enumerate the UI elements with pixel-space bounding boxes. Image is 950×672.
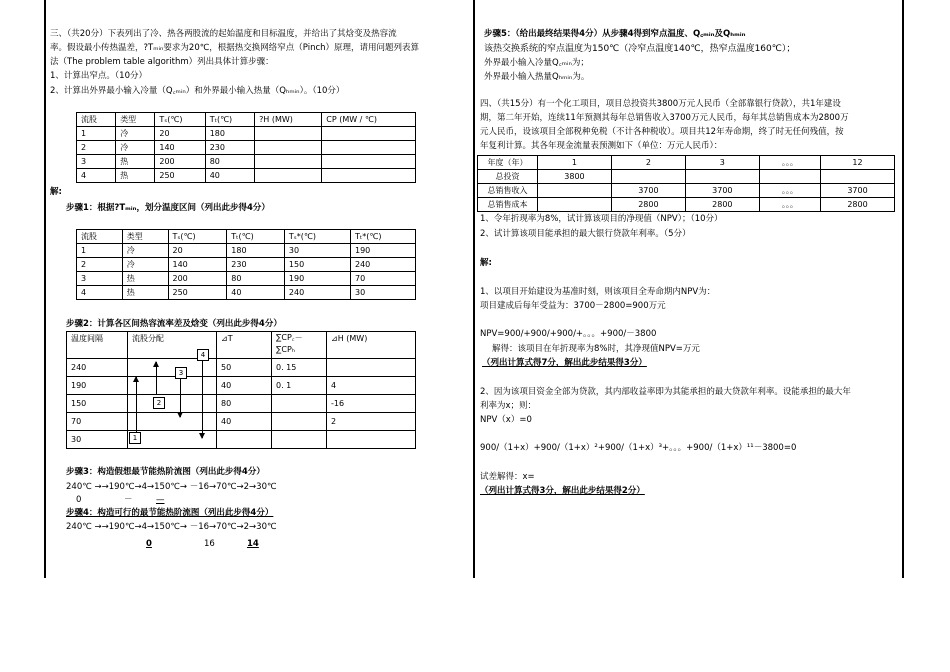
t3-r2-flow [128,395,217,413]
t2-r0c0: 1 [77,244,123,258]
t2-r2c2: 200 [168,272,227,286]
t2-r0c3: 180 [227,244,285,258]
t1-r0c4 [255,127,322,141]
a2-line-3: NPV（x）=0 [480,415,532,425]
q3-line-4: 1、计算出窄点。（10分） [50,71,147,81]
q3-line-1: 三、（共20分）下表列出了冷、热各两股流的起始温度和目标温度，并给出了其焓变及热容流 [50,29,397,39]
step1-heading: 步骤1：根据?Tₘᵢₙ，划分温度区间（列出此步得4分） [66,203,270,213]
t1-r3c4 [255,169,322,183]
t3-r1c1: 40 [217,377,272,395]
t1-r2c4 [255,155,322,169]
t2-r2c3: 80 [227,272,285,286]
t2-r2c5: 70 [350,272,415,286]
interval-table [66,331,416,449]
t4-h1: 1 [538,156,612,170]
t2-r3c5: 30 [350,286,415,300]
flow2-v0: 0 [146,539,152,549]
stream-label-3: 3 [175,367,187,379]
t3-h4a: ∑CP꜀－ [276,333,303,342]
t1-r2c0: 3 [77,155,116,169]
t3-r4c1 [217,431,272,449]
q3-line-3: 法（The problem table algorithm）列出具体计算步骤： [50,57,274,67]
t1-r3c1: 热 [116,169,155,183]
t2-r1c4: 150 [284,258,350,272]
flow-line-1: 240℃ →→190℃→4→150℃→ －16→70℃→2→30℃ [66,482,277,492]
t3-r1c3: 4 [327,377,416,395]
flow1-v2: — [156,495,165,505]
t1-h3: Tₜ(℃) [205,113,254,127]
stream-label-1: 1 [129,432,141,444]
t2-r3c1: 热 [122,286,168,300]
q4-line-1: 四、（共15分）有一个化工项目，项目总投资共3800万元人民币（全部靠银行贷款），共1年建设 [480,99,841,109]
t1-r2c2: 200 [155,155,205,169]
t3-r2c1: 80 [217,395,272,413]
t1-r2c3: 80 [205,155,254,169]
t3-r2c0: 150 [67,395,128,413]
t3-r4c2 [272,431,327,449]
a2-line-1: 2、因为该项目资金全部为贷款，其内部收益率即为其能承担的最大贷款年利率。设能承担的最大年 [480,387,851,397]
cashflow-table [477,155,895,212]
t4-r1c1 [538,184,612,198]
t4-r0c4 [759,170,820,184]
a1-line-1: 1、以项目开始建设为基准时刻，则该项目全寿命期内NPV为： [480,287,716,297]
stream-1-arrow [136,377,137,436]
stream-label-2: 2 [153,397,165,409]
step5-heading: 步骤5：（给出最终结果得4分）从步骤4得到窄点温度、Q꜀ₘᵢₙ及Qₕₘᵢₙ [484,29,746,39]
step4-heading: 步骤4：构造可行的最节能热阶流图（列出此步得4分） [66,508,274,518]
t2-r3c2: 250 [168,286,227,300]
t3-r2c3: -16 [327,395,416,413]
t1-r0c1: 冷 [116,127,155,141]
a1-line-2: 项目建成后每年受益为：3700－2800=900万元 [480,301,666,311]
solution-label-2: 解: [480,258,492,268]
t1-r1c4 [255,141,322,155]
t3-r3c0: 70 [67,413,128,431]
t2-r2c1: 热 [122,272,168,286]
t4-r2c3: 2800 [685,198,759,212]
step3-heading [66,466,265,478]
solution-label: 解: [50,187,62,197]
q4a-line-1: 1、令年折现率为8%，试计算该项目的净现值（NPV）；（10分） [480,214,723,224]
t4-r2c5: 2800 [821,198,895,212]
t4-r2c1 [538,198,612,212]
t1-r1c3: 230 [205,141,254,155]
flow1-v1: － [124,495,133,505]
t4-r0c1: 3800 [538,170,612,184]
t2-r1c1: 冷 [122,258,168,272]
flow2-v2: 14 [247,539,259,549]
q4-line-4: 年复利计算。其各年现金流量表预测如下（单位：万元人民币）： [480,141,723,151]
t1-r0c0: 1 [77,127,116,141]
stream-3-arrow [180,377,181,417]
t3-r4c3 [327,431,416,449]
t1-r0c3: 180 [205,127,254,141]
a2-line-6: （列出计算式得3分，解出此步结果得2分） [480,486,645,496]
t3-r3-flow [128,413,217,431]
t3-r0-flow [128,359,217,377]
t1-r3c3: 40 [205,169,254,183]
t2-h4: Tₛ*(℃) [284,230,350,244]
t1-r1c1: 冷 [116,141,155,155]
t2-h3: Tₜ(℃) [227,230,285,244]
t3-r2c2 [272,395,327,413]
flow1-v0: 0 [76,495,82,505]
t2-r0c5: 190 [350,244,415,258]
stream-label-4: 4 [197,349,209,361]
q4a-line-2: 2、试计算该项目能承担的最大银行贷款年利率。（5分） [480,229,691,239]
t3-r0c3 [327,359,416,377]
t3-h2: 流股分配 [128,332,217,359]
t3-h3: ⊿T [217,332,272,359]
t2-r3c3: 40 [227,286,285,300]
t4-r0c5 [821,170,895,184]
t2-r3c0: 4 [77,286,123,300]
step5-line-2: 外界最小输入冷量Q꜀ₘᵢₙ为； [484,58,589,68]
t1-r3c2: 250 [155,169,205,183]
t4-r0c0: 总投资 [478,170,538,184]
t2-r0c2: 20 [168,244,227,258]
t1-r3c5 [322,169,416,183]
flow-line-2: 240℃ →→190℃→4→150℃→ －16→70℃→2→30℃ [66,522,277,532]
t1-r2c5 [322,155,416,169]
t3-r0c2: 0. 15 [272,359,327,377]
t4-r1c4: 。。。 [759,184,820,198]
q4-line-3: 元人民币，设该项目全部税种免税（不计各种税收）。项目共12年寿命期，终了时无任何残值，按 [480,127,844,137]
a1-line-5: （列出计算式得7分，解出此步结果得3分） [482,358,647,368]
t1-r0c5 [322,127,416,141]
a1-line-4: 解得：该项目在年折现率为8%时，其净现值NPV=万元 [492,344,700,354]
t2-r2c0: 3 [77,272,123,286]
stream-2-arrow [156,362,157,395]
t4-r1c5: 3700 [821,184,895,198]
t1-h4: ?H (MW) [255,113,322,127]
a2-line-2: 利率为x；则： [480,401,537,411]
t3-h1: 温度间隔 [67,332,128,359]
t3-r3c1: 40 [217,413,272,431]
t4-r0c2 [611,170,685,184]
t2-r1c2: 140 [168,258,227,272]
t4-r2c2: 2800 [611,198,685,212]
t2-r0c4: 30 [284,244,350,258]
t1-r1c0: 2 [77,141,116,155]
t2-r1c3: 230 [227,258,285,272]
t2-h2: Tₛ(℃) [168,230,227,244]
t4-r1c2: 3700 [611,184,685,198]
t3-r1-flow [128,377,217,395]
left-margin-rule [44,0,46,578]
right-margin-rule [902,0,904,578]
t3-r1c0: 190 [67,377,128,395]
t4-r2c0: 总销售成本 [478,198,538,212]
center-divider-rule [473,0,475,578]
shifted-temp-table [76,229,416,300]
t2-r1c0: 2 [77,258,123,272]
t3-h5: ⊿H (MW) [327,332,416,359]
t4-r1c3: 3700 [685,184,759,198]
step2-heading: 步骤2：计算各区间热容流率差及焓变（列出此步得4分） [66,319,282,329]
t1-r0c2: 20 [155,127,205,141]
t2-r2c4: 190 [284,272,350,286]
t2-r0c1: 冷 [122,244,168,258]
stream-table [76,112,416,183]
t3-r3c3: 2 [327,413,416,431]
t1-r1c2: 140 [155,141,205,155]
t3-r3c2 [272,413,327,431]
t3-h4 [272,332,327,359]
t2-h5: Tₜ*(℃) [350,230,415,244]
q3-line-5: 2、计算出外界最小输入冷量（Q꜀ₘᵢₙ）和外界最小输入热量（Qₕₘᵢₙ）。（10分） [50,86,345,96]
flow2-v1: 16 [204,539,215,549]
t4-h0: 年度（年） [478,156,538,170]
stream-4-arrow [202,360,203,438]
t3-r0c0: 240 [67,359,128,377]
t1-r2c1: 热 [116,155,155,169]
step3-text: 步骤3：构造假想最节能热阶流图（列出此步得4分） [66,467,265,477]
t1-h0: 流股 [77,113,116,127]
t4-h5: 12 [821,156,895,170]
t4-h3: 3 [685,156,759,170]
t1-h5: CP (MW / ℃) [322,113,416,127]
a2-line-4: 900/（1+x）+900/（1+x）²+900/（1+x）³+。。。+900/（1+x）¹¹－3800=0 [480,443,797,453]
step5-line-3: 外界最小输入热量Qₕₘᵢₙ为。 [484,72,590,82]
a2-line-5: 试差解得：x= [480,472,535,482]
t1-r1c5 [322,141,416,155]
t2-h1: 类型 [122,230,168,244]
q4-line-2: 期，第二年开始，连续11年预测其每年总销售收入3700万元人民币，每年其总销售成本为2800万 [480,113,849,123]
t2-r1c5: 240 [350,258,415,272]
t4-r0c3 [685,170,759,184]
t4-r1c0: 总销售收入 [478,184,538,198]
t1-r3c0: 4 [77,169,116,183]
t3-r0c1: 50 [217,359,272,377]
t3-h4b: ∑CPₕ [276,345,296,354]
q3-line-2: 率。假设最小传热温差，?Tₘᵢₙ要求为20℃，根据热交换网络窄点（Pinch）原理，请用问题列表算 [50,43,420,53]
t4-r2c4: 。。。 [759,198,820,212]
t3-r4c0: 30 [67,431,128,449]
t4-h2: 2 [611,156,685,170]
t1-h1: 类型 [116,113,155,127]
t1-h2: Tₛ(℃) [155,113,205,127]
t3-r1c2: 0. 1 [272,377,327,395]
t4-h4: 。。。 [759,156,820,170]
t2-h0: 流股 [77,230,123,244]
a1-line-3: NPV=900/+900/+900/+。。。+900/－3800 [480,329,657,339]
t2-r3c4: 240 [284,286,350,300]
step5-line-1: 该热交换系统的窄点温度为150℃（冷窄点温度140℃，热窄点温度160℃）； [484,44,796,54]
